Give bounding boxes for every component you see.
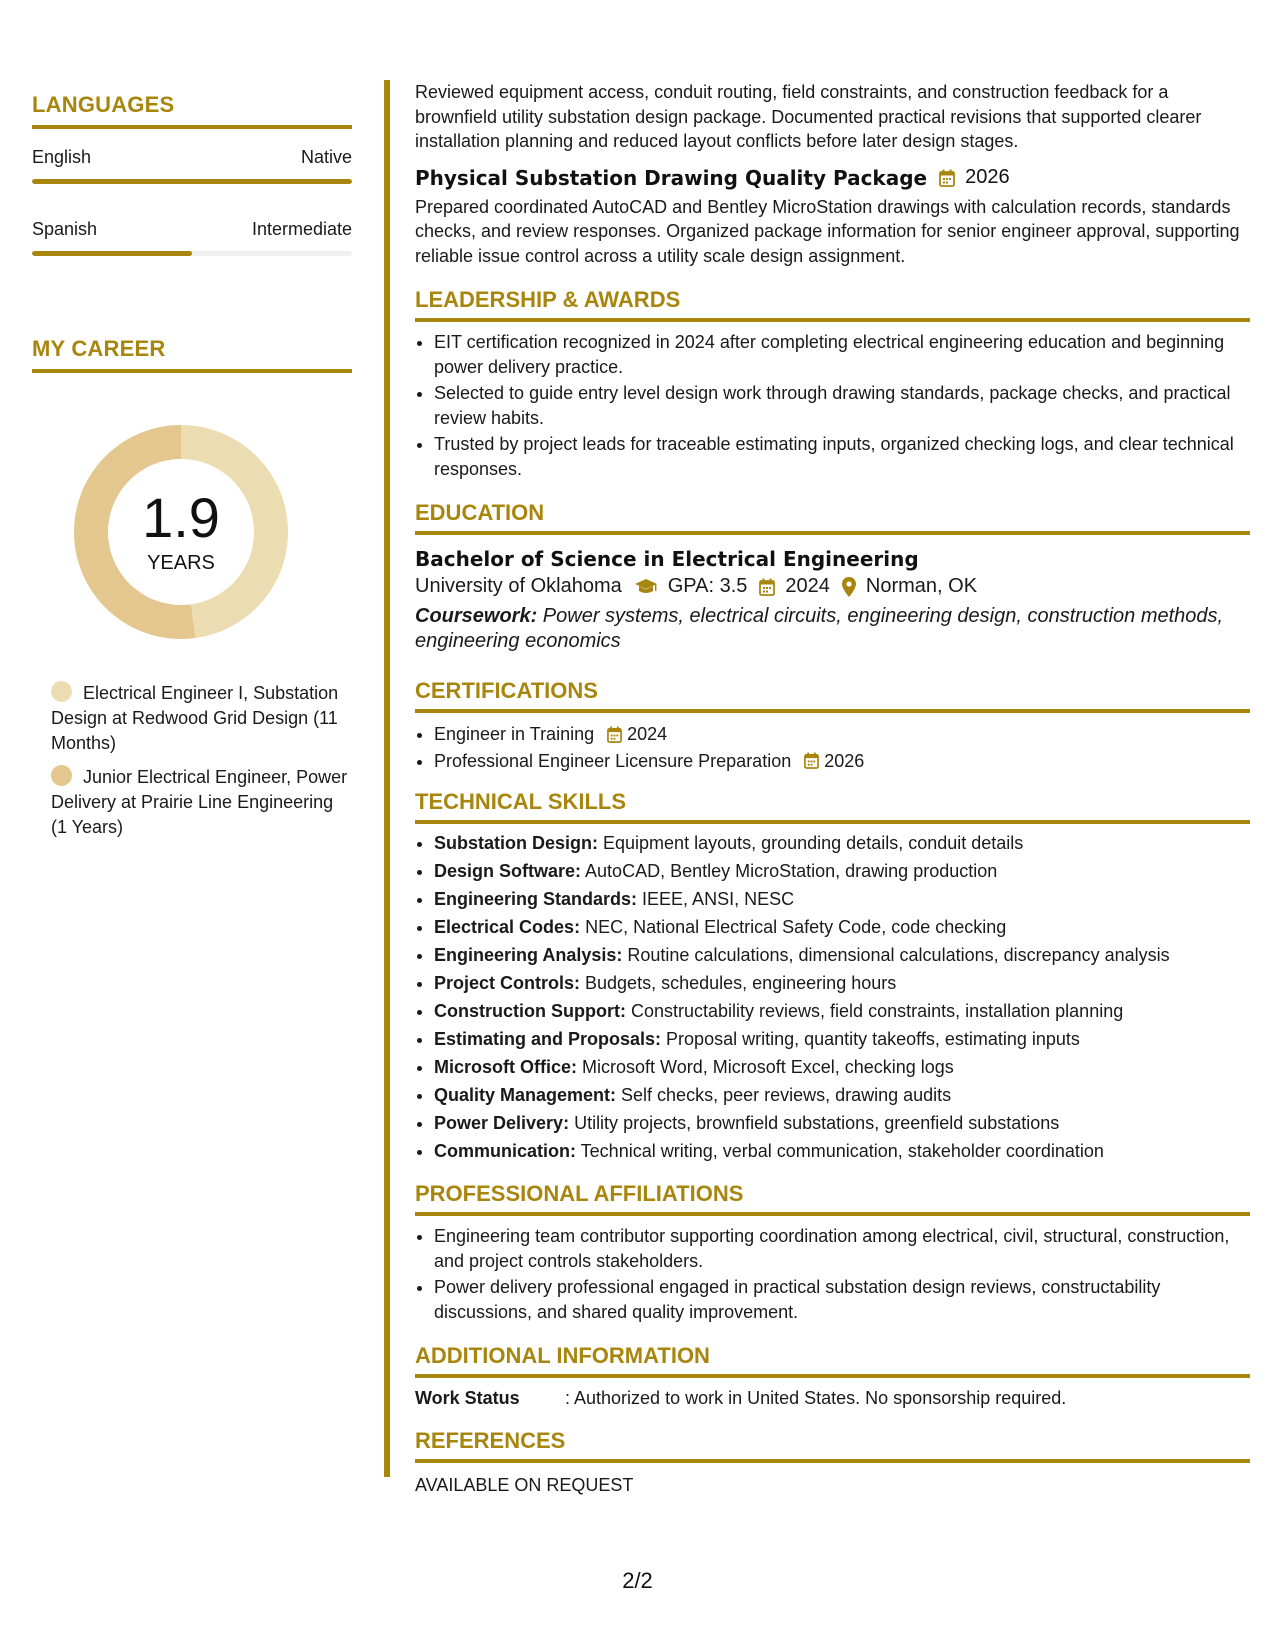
list-item: • Power delivery professional engaged in practical substation design reviews, constructability discussions, and shared quality improvement. (434, 1275, 1250, 1324)
project-title: Physical Substation Drawing Quality Package (415, 165, 928, 190)
skill-value: Routine calculations, dimensional calculations, discrepancy analysis (622, 945, 1170, 965)
certification-year: 2024 (627, 724, 668, 744)
legend-dot (51, 765, 72, 786)
education-heading: EDUCATION (415, 500, 1250, 535)
skill-label: Project Controls: (434, 973, 581, 993)
career-legend-item (51, 681, 352, 756)
sidebar (32, 92, 352, 849)
language-item (32, 219, 352, 256)
skill-item (434, 1054, 1250, 1081)
skill-label: Engineering Standards: (434, 889, 638, 909)
language-level: Intermediate (251, 219, 352, 239)
list-item: • EIT certification recognized in 2024 after completing electrical engineering education and beginning power delivery practice. (434, 330, 1250, 379)
career-role: Junior Electrical Engineer, Power Delivery at Prairie Line Engineering (1 Years) (51, 767, 348, 837)
education-degree: Bachelor of Science in Electrical Engineering (415, 547, 919, 571)
leadership-heading: LEADERSHIP & AWARDS (415, 287, 1250, 322)
language-proficiency-bar (32, 179, 352, 184)
language-proficiency-bar (32, 251, 352, 256)
map-pin-icon (842, 577, 856, 597)
calendar-icon (759, 578, 775, 596)
certifications-section (415, 678, 1250, 773)
skill-value: NEC, National Electrical Safety Code, code checking (580, 917, 1007, 937)
skill-item (434, 1110, 1250, 1137)
language-name: English (32, 147, 92, 167)
education-year: 2024 (785, 575, 830, 597)
list-item (434, 722, 1250, 747)
career-legend (32, 681, 352, 840)
skill-label: Construction Support: (434, 1001, 626, 1021)
leadership-list (415, 330, 1250, 481)
work-status-label: Work Status (415, 1388, 520, 1408)
graduation-cap-icon (634, 578, 658, 596)
skill-item (434, 830, 1250, 857)
leadership-section (415, 287, 1250, 481)
legend-dot (51, 681, 72, 702)
certifications-list (415, 722, 1250, 773)
project-title-row (415, 166, 1250, 190)
skill-value: Self checks, peer reviews, drawing audits (616, 1085, 952, 1105)
certification-name: • Engineer in Training (434, 724, 595, 744)
education-location: Norman, OK (865, 575, 978, 597)
list-item: • Trusted by project leads for traceable estimating inputs, organized checking logs, and clear technical responses. (434, 432, 1250, 481)
career-section (32, 336, 352, 840)
education-meta (415, 575, 1250, 598)
certification-name: • Professional Engineer Licensure Preparation (434, 750, 792, 771)
skill-item (434, 942, 1250, 969)
skill-value: Constructability reviews, field constraints, installation planning (625, 1001, 1124, 1021)
main-content (415, 80, 1250, 1496)
calendar-icon (939, 169, 955, 187)
references-heading: REFERENCES (415, 1428, 1250, 1463)
skill-item (434, 1082, 1250, 1109)
references-section (415, 1428, 1250, 1496)
work-status-value: : Authorized to work in United States. No sponsorship required. (565, 1388, 1067, 1408)
career-total-unit: YEARS (147, 551, 215, 574)
skill-value: Utility projects, brownfield substations, greenfield substations (569, 1113, 1060, 1133)
languages-heading: LANGUAGES (32, 92, 352, 129)
skill-label: Electrical Codes: (434, 917, 581, 937)
page-number: 2/2 (622, 1568, 653, 1593)
calendar-icon (607, 726, 622, 743)
skill-item (434, 886, 1250, 913)
skill-value: Proposal writing, quantity takeoffs, estimating inputs (661, 1029, 1080, 1049)
education-coursework (415, 604, 1250, 654)
skill-value: Budgets, schedules, engineering hours (580, 973, 897, 993)
skill-label: Communication: (434, 1141, 576, 1161)
education-school: University of Oklahoma (415, 575, 622, 597)
skills-section (415, 789, 1250, 1165)
career-role: Electrical Engineer I, Substation Design at Redwood Grid Design (11 Months) (51, 683, 339, 753)
career-legend-item (51, 765, 352, 840)
list-item: • Selected to guide entry level design work through drawing standards, package checks, and practical review habits. (434, 381, 1250, 430)
career-heading: MY CAREER (32, 336, 352, 373)
language-proficiency-fill (32, 251, 192, 256)
skill-label: Power Delivery: (434, 1113, 570, 1133)
affiliations-heading: PROFESSIONAL AFFILIATIONS (415, 1181, 1250, 1216)
calendar-icon (804, 752, 819, 769)
skill-value: Equipment layouts, grounding details, conduit details (598, 833, 1024, 853)
list-item: • Engineering team contributor supporting coordination among electrical, civil, structural, construction, and project controls stakeholders. (434, 1224, 1250, 1273)
skill-label: Quality Management: (434, 1085, 617, 1105)
skill-value: IEEE, ANSI, NESC (637, 889, 795, 909)
affiliations-section (415, 1181, 1250, 1324)
project-date: 2026 (965, 166, 1010, 188)
skill-value: Technical writing, verbal communication, stakeholder coordination (576, 1141, 1104, 1161)
skill-item (434, 970, 1250, 997)
skill-item (434, 1138, 1250, 1165)
language-name: Spanish (32, 219, 98, 239)
additional-info-heading: ADDITIONAL INFORMATION (415, 1343, 1250, 1378)
languages-section (32, 92, 352, 256)
career-donut-chart (66, 417, 296, 647)
affiliations-list (415, 1224, 1250, 1324)
additional-info-section (415, 1343, 1250, 1409)
coursework-label: Coursework: (415, 605, 538, 627)
skills-list (415, 830, 1250, 1165)
certifications-heading: CERTIFICATIONS (415, 678, 1250, 713)
skills-heading: TECHNICAL SKILLS (415, 789, 1250, 824)
career-total-value: 1.9 (142, 485, 220, 549)
skill-value: Microsoft Word, Microsoft Excel, checking logs (577, 1057, 954, 1077)
skill-item (434, 998, 1250, 1025)
experience-intro: Reviewed equipment access, conduit routing, field constraints, and construction feedback for a brownfield utility substation design package. Documented practical revisions that supported clearer installation planning and reduced layout conflicts before later design stages. (415, 82, 1202, 151)
skill-label: Microsoft Office: (434, 1057, 578, 1077)
skill-item (434, 1026, 1250, 1053)
skill-item (434, 858, 1250, 885)
references-text: AVAILABLE ON REQUEST (415, 1475, 634, 1495)
list-item (434, 749, 1250, 774)
language-level: Native (300, 147, 352, 167)
project-description: Prepared coordinated AutoCAD and Bentley MicroStation drawings with calculation records, standards checks, and review responses. Organized package information for senior engineer approval, supporting reliable issue control across a utility scale design assignment. (415, 196, 1240, 266)
language-item (32, 147, 352, 184)
skill-label: Engineering Analysis: (434, 945, 623, 965)
education-gpa: GPA: 3.5 (667, 575, 748, 597)
column-divider (384, 80, 390, 1477)
language-proficiency-fill (32, 179, 352, 184)
skill-label: Estimating and Proposals: (434, 1029, 662, 1049)
skill-value: AutoCAD, Bentley MicroStation, drawing production (581, 861, 998, 881)
education-section (415, 500, 1250, 654)
skill-label: Design Software: (434, 861, 582, 881)
coursework-text: Power systems, electrical circuits, engineering design, construction methods, engineering economics (415, 605, 1224, 652)
certification-year: 2026 (824, 750, 865, 771)
work-status-row (415, 1388, 1250, 1409)
skill-label: Substation Design: (434, 833, 599, 853)
skill-item (434, 914, 1250, 941)
